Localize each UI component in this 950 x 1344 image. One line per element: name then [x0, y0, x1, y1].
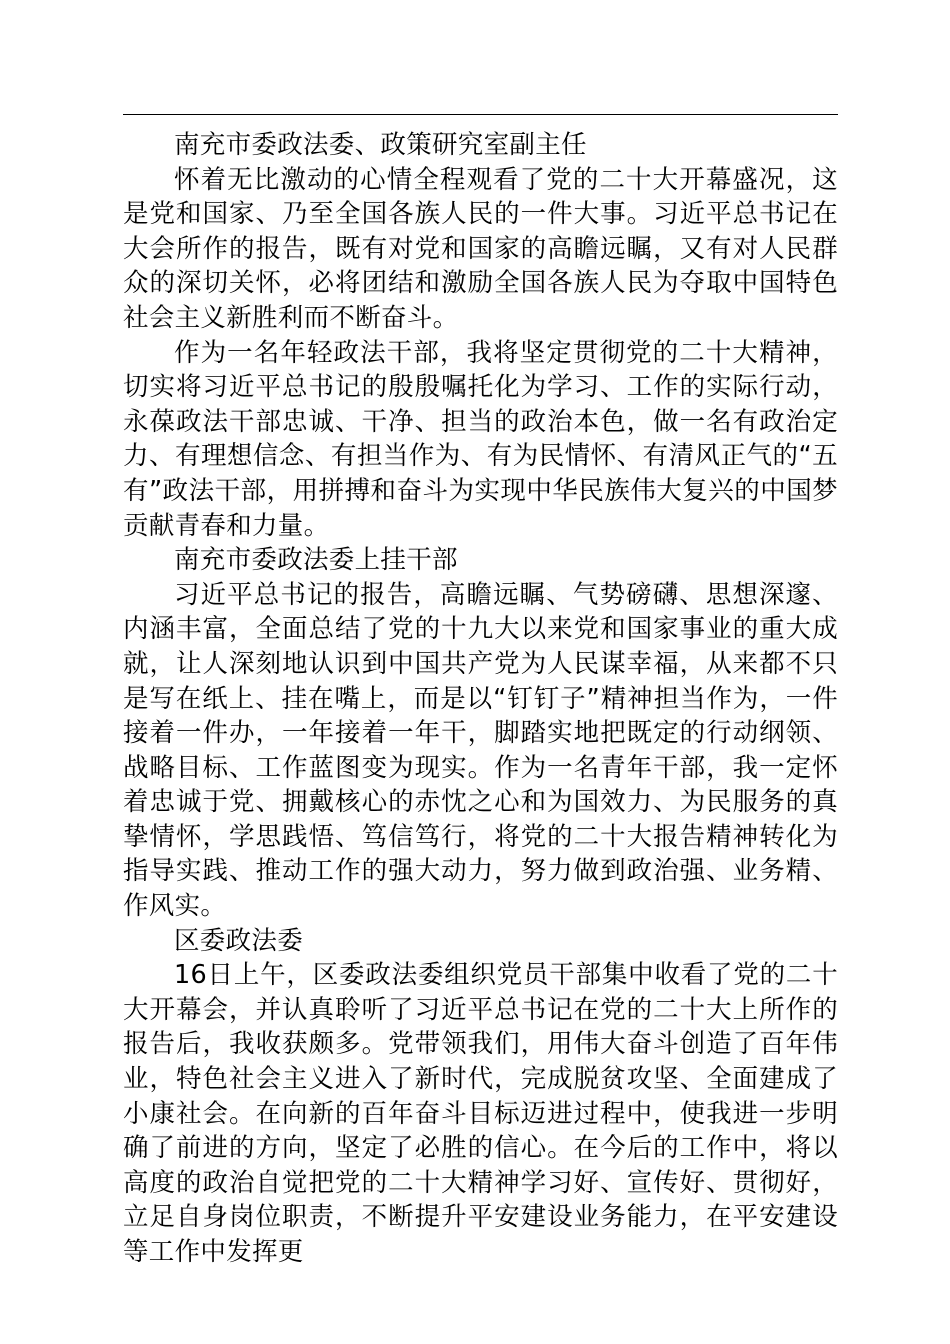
- section-title: 南充市委政法委、政策研究室副主任: [174, 130, 587, 160]
- paragraph: 作为一名年轻政法干部，我将坚定贯彻党的二十大精神，切实将习近平总书记的殷殷嘱托化为学习、工作的实际行动，永葆政法干部忠诚、干净、担当的政治本色，做一名有政治定力、有理想信念、有担当作为、有为民情怀、有清风正气的“五有”政法干部，用拼搏和奋斗为实现中华民族伟大复兴的中国梦贡献青春和力量。: [123, 337, 838, 541]
- paragraph: 习近平总书记的报告，高瞻远瞩、气势磅礴、思想深邃、内涵丰富，全面总结了党的十九大以来党和国家事业的重大成就，让人深刻地认识到中国共产党为人民谋幸福，从来都不只是写在纸上、挂在嘴上，而是以“钉钉子”精神担当作为，一件接着一件办，一年接着一年干，脚踏实地把既定的行动纲领、战略目标、工作蓝图变为现实。作为一名青年干部，我一定怀着忠诚于党、拥戴核心的赤忱之心和为国效力、为民服务的真挚情怀，学思践悟、笃信笃行，将党的二十大报告精神转化为指导实践、推动工作的强大动力，努力做到政治强、业务精、作风实。: [123, 579, 838, 922]
- paragraph: 怀着无比激动的心情全程观看了党的二十大开幕盛况，这是党和国家、乃至全国各族人民的一件大事。习近平总书记在大会所作的报告，既有对党和国家的高瞻远瞩，又有对人民群众的深切关怀，必将团结和激励全国各族人民为夺取中国特色社会主义新胜利而不断奋斗。: [123, 164, 838, 333]
- paragraph: 16日上午，区委政法委组织党员干部集中收看了党的二十大开幕会，并认真聆听了习近平总书记在党的二十大上所作的报告后，我收获颇多。党带领我们，用伟大奋斗创造了百年伟业，特色社会主义进入了新时代，完成脱贫攻坚、全面建成了小康社会。在向新的百年奋斗目标迈进过程中，使我进一步明确了前进的方向，坚定了必胜的信心。在今后的工作中，将以高度的政治自觉把党的二十大精神学习好、宣传好、贯彻好，立足自身岗位职责，不断提升平安建设业务能力，在平安建设等工作中发挥更: [123, 960, 838, 1267]
- section-title: 南充市委政法委上挂干部: [174, 545, 458, 576]
- section-title: 区委政法委: [174, 925, 304, 956]
- header-rule: [123, 114, 838, 115]
- document-body: [123, 128, 838, 1270]
